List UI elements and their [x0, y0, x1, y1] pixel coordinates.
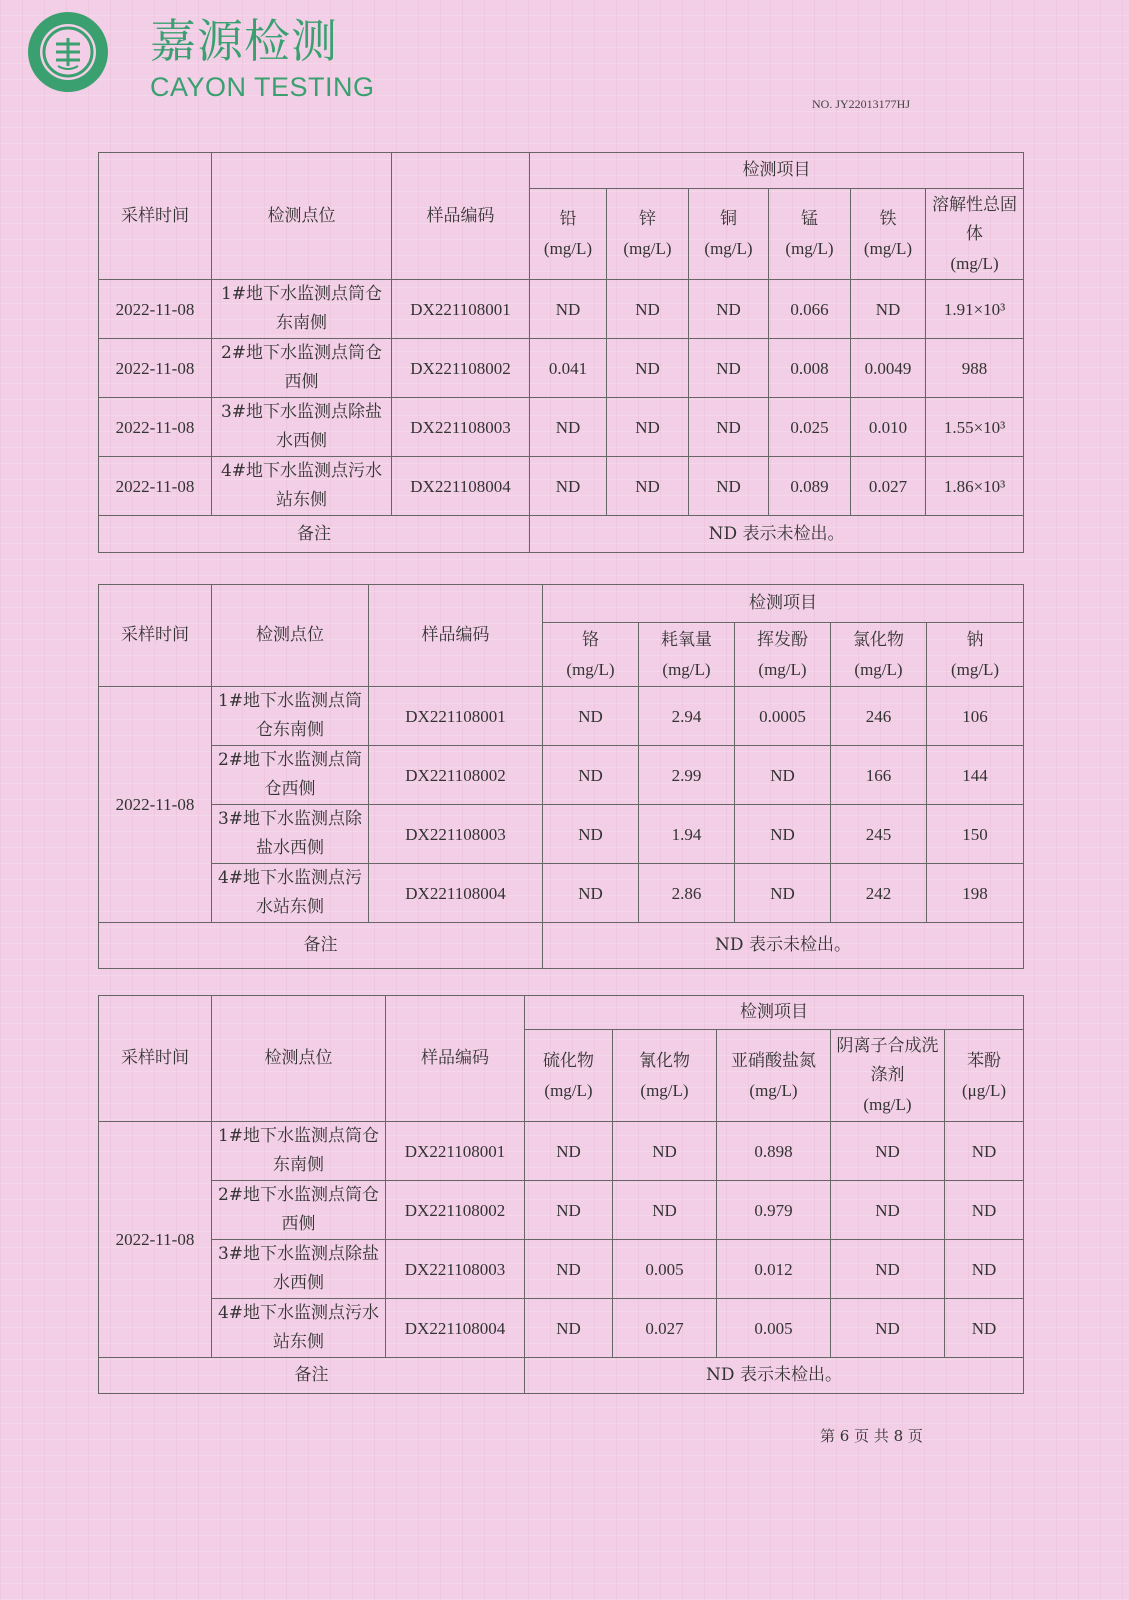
value-cell: 0.898: [717, 1122, 831, 1181]
remark-text: ND 表示未检出。: [530, 516, 1024, 553]
value-cell: ND: [831, 1299, 945, 1358]
param-unit: (μg/L): [961, 1080, 1007, 1100]
param-name: 铬: [582, 629, 599, 650]
value-cell: 0.0005: [735, 687, 831, 746]
table-row: [99, 280, 1024, 339]
param-unit: (mg/L): [662, 659, 711, 679]
value-cell: ND: [735, 746, 831, 805]
table-row: [99, 746, 1024, 805]
value-cell: ND: [945, 1299, 1024, 1358]
value-cell: ND: [613, 1181, 717, 1240]
sample-code-cell: DX221108001: [392, 280, 530, 339]
value-cell: ND: [543, 746, 639, 805]
param-header: [525, 1030, 613, 1122]
monitoring-point-cell: 3#地下水监测点除盐水西侧: [212, 1240, 386, 1299]
value-cell: ND: [689, 398, 769, 457]
sample-code-cell: DX221108004: [386, 1299, 525, 1358]
monitoring-point-cell: 3#地下水监测点除盐水西侧: [212, 805, 369, 864]
value-cell: ND: [543, 864, 639, 923]
value-cell: ND: [525, 1122, 613, 1181]
value-cell: ND: [831, 1122, 945, 1181]
param-unit: (mg/L): [950, 253, 999, 273]
table-row: [99, 398, 1024, 457]
param-name: 锌: [639, 209, 656, 229]
param-unit: (mg/L): [543, 239, 593, 258]
sample-code-cell: DX221108001: [386, 1122, 525, 1181]
param-name: 钠: [966, 629, 984, 650]
param-name: 阴离子合成洗涤剂: [836, 1036, 939, 1085]
value-cell: ND: [525, 1240, 613, 1299]
monitoring-point-cell: 2#地下水监测点筒仓西侧: [212, 339, 392, 398]
col-monitoring-point: 检测点位: [212, 153, 392, 280]
sample-code-cell: DX221108001: [369, 687, 543, 746]
value-cell: ND: [607, 280, 689, 339]
sample-code-cell: DX221108002: [392, 339, 530, 398]
param-header: [769, 189, 851, 280]
remark-label: 备注: [99, 1358, 525, 1394]
value-cell: 0.066: [769, 280, 851, 339]
table-row: [99, 1240, 1024, 1299]
value-cell: 0.041: [530, 339, 607, 398]
value-cell: ND: [613, 1122, 717, 1181]
value-cell: 2.94: [639, 687, 735, 746]
table-row: [99, 339, 1024, 398]
param-unit: (mg/L): [623, 239, 672, 258]
param-unit: (mg/L): [863, 1095, 912, 1114]
sampling-time-cell: 2022-11-08: [99, 280, 212, 339]
param-unit: (mg/L): [704, 239, 753, 258]
param-header: [927, 623, 1024, 687]
param-unit: (mg/L): [640, 1080, 689, 1100]
value-cell: 144: [927, 746, 1024, 805]
value-cell: ND: [607, 398, 689, 457]
remark-text: ND 表示未检出。: [543, 923, 1024, 969]
param-name: 挥发酚: [757, 629, 808, 650]
param-header: [689, 189, 769, 280]
value-cell: ND: [831, 1240, 945, 1299]
col-sampling-time: 采样时间: [99, 996, 212, 1122]
sample-code-cell: DX221108002: [369, 746, 543, 805]
sampling-time-cell: 2022-11-08: [99, 1122, 212, 1358]
value-cell: ND: [543, 687, 639, 746]
param-name: 铁: [879, 209, 897, 229]
value-cell: ND: [530, 457, 607, 516]
param-name: 氯化物: [853, 629, 904, 650]
value-cell: 0.979: [717, 1181, 831, 1240]
value-cell: 0.025: [769, 398, 851, 457]
param-unit: (mg/L): [566, 659, 615, 679]
sample-code-cell: DX221108004: [369, 864, 543, 923]
col-sampling-time: 采样时间: [99, 153, 212, 280]
sampling-time-cell: 2022-11-08: [99, 457, 212, 516]
report-header: [26, 10, 446, 106]
param-unit: (mg/L): [863, 239, 913, 258]
monitoring-point-cell: 4#地下水监测点污水站东侧: [212, 457, 392, 516]
remark-label: 备注: [99, 923, 543, 969]
value-cell: 0.012: [717, 1240, 831, 1299]
value-cell: ND: [735, 805, 831, 864]
value-cell: ND: [831, 1181, 945, 1240]
value-cell: ND: [607, 339, 689, 398]
col-test-items: 检测项目: [530, 153, 1024, 189]
col-sample-code: 样品编码: [369, 585, 543, 687]
cayon-logo-icon: [26, 10, 110, 94]
table-row: [99, 1299, 1024, 1358]
col-sample-code: 样品编码: [392, 153, 530, 280]
sample-code-cell: DX221108003: [392, 398, 530, 457]
value-cell: 1.91×10³: [926, 280, 1024, 339]
param-name: 亚硝酸盐氮: [731, 1050, 816, 1071]
param-name: 锰: [801, 209, 818, 229]
result-table-general: [98, 584, 1024, 969]
value-cell: 1.94: [639, 805, 735, 864]
value-cell: 0.005: [613, 1240, 717, 1299]
value-cell: 0.0049: [851, 339, 926, 398]
monitoring-point-cell: 2#地下水监测点筒仓西侧: [212, 1181, 386, 1240]
value-cell: 1.55×10³: [926, 398, 1024, 457]
param-header: [607, 189, 689, 280]
remark-row: [99, 516, 1024, 553]
monitoring-point-cell: 1#地下水监测点筒仓东南侧: [212, 1122, 386, 1181]
param-header: [926, 189, 1024, 280]
param-header: [945, 1030, 1024, 1122]
page-number: 第 6 页 共 8 页: [820, 1427, 923, 1445]
sampling-time-cell: 2022-11-08: [99, 398, 212, 457]
value-cell: ND: [607, 457, 689, 516]
sampling-time-cell: 2022-11-08: [99, 687, 212, 923]
param-name: 铜: [720, 209, 737, 229]
value-cell: 988: [926, 339, 1024, 398]
value-cell: 245: [831, 805, 927, 864]
param-unit: (mg/L): [854, 659, 903, 679]
param-unit: (mg/L): [544, 1080, 593, 1100]
value-cell: ND: [689, 339, 769, 398]
col-test-items: 检测项目: [543, 585, 1024, 623]
value-cell: 198: [927, 864, 1024, 923]
value-cell: 0.027: [613, 1299, 717, 1358]
result-table-metals: [98, 152, 1024, 553]
param-header: [530, 189, 607, 280]
param-unit: (mg/L): [950, 659, 1000, 679]
table-row: [99, 1181, 1024, 1240]
param-header: [613, 1030, 717, 1122]
value-cell: ND: [530, 398, 607, 457]
col-monitoring-point: 检测点位: [212, 585, 369, 687]
sampling-time-cell: 2022-11-08: [99, 339, 212, 398]
value-cell: 0.005: [717, 1299, 831, 1358]
value-cell: ND: [735, 864, 831, 923]
param-header: [831, 1030, 945, 1122]
table-row: [99, 1122, 1024, 1181]
value-cell: ND: [543, 805, 639, 864]
value-cell: 166: [831, 746, 927, 805]
value-cell: 246: [831, 687, 927, 746]
monitoring-point-cell: 2#地下水监测点筒仓西侧: [212, 746, 369, 805]
brand-name-cn: 嘉源检测: [150, 14, 338, 68]
remark-row: [99, 1358, 1024, 1394]
value-cell: ND: [945, 1181, 1024, 1240]
param-header: [543, 623, 639, 687]
col-sample-code: 样品编码: [386, 996, 525, 1122]
table-row: [99, 805, 1024, 864]
monitoring-point-cell: 3#地下水监测点除盐水西侧: [212, 398, 392, 457]
value-cell: 0.089: [769, 457, 851, 516]
param-header: [735, 623, 831, 687]
col-monitoring-point: 检测点位: [212, 996, 386, 1122]
sample-code-cell: DX221108004: [392, 457, 530, 516]
monitoring-point-cell: 4#地下水监测点污水站东侧: [212, 1299, 386, 1358]
param-name: 铅: [559, 209, 577, 229]
value-cell: ND: [689, 280, 769, 339]
value-cell: ND: [525, 1181, 613, 1240]
value-cell: 242: [831, 864, 927, 923]
value-cell: 1.86×10³: [926, 457, 1024, 516]
value-cell: 0.027: [851, 457, 926, 516]
monitoring-point-cell: 4#地下水监测点污水站东侧: [212, 864, 369, 923]
value-cell: ND: [851, 280, 926, 339]
param-name: 苯酚: [967, 1050, 1002, 1071]
brand-name-en: CAYON TESTING: [150, 72, 375, 102]
value-cell: ND: [530, 280, 607, 339]
param-unit: (mg/L): [758, 659, 807, 679]
col-sampling-time: 采样时间: [99, 585, 212, 687]
monitoring-point-cell: 1#地下水监测点筒仓东南侧: [212, 687, 369, 746]
sample-code-cell: DX221108002: [386, 1181, 525, 1240]
result-table-organics: [98, 995, 1024, 1394]
value-cell: 2.86: [639, 864, 735, 923]
param-header: [717, 1030, 831, 1122]
value-cell: 0.008: [769, 339, 851, 398]
param-header: [831, 623, 927, 687]
value-cell: ND: [525, 1299, 613, 1358]
value-cell: 106: [927, 687, 1024, 746]
param-unit: (mg/L): [785, 239, 834, 258]
value-cell: ND: [945, 1240, 1024, 1299]
sample-code-cell: DX221108003: [386, 1240, 525, 1299]
sample-code-cell: DX221108003: [369, 805, 543, 864]
param-name: 氰化物: [639, 1050, 690, 1071]
value-cell: 2.99: [639, 746, 735, 805]
remark-label: 备注: [99, 516, 530, 553]
col-test-items: 检测项目: [525, 996, 1024, 1030]
table-row: [99, 457, 1024, 516]
value-cell: 150: [927, 805, 1024, 864]
monitoring-point-cell: 1#地下水监测点筒仓东南侧: [212, 280, 392, 339]
param-header: [851, 189, 926, 280]
param-unit: (mg/L): [749, 1080, 798, 1100]
remark-text: ND 表示未检出。: [525, 1358, 1024, 1394]
report-number: NO. JY22013177HJ: [812, 97, 911, 111]
table-row: [99, 864, 1024, 923]
value-cell: ND: [945, 1122, 1024, 1181]
table-row: [99, 687, 1024, 746]
param-name: 耗氧量: [661, 629, 712, 650]
param-header: [639, 623, 735, 687]
param-name: 硫化物: [543, 1050, 594, 1071]
value-cell: ND: [689, 457, 769, 516]
value-cell: 0.010: [851, 398, 926, 457]
remark-row: [99, 923, 1024, 969]
param-name: 溶解性总固体: [932, 194, 1018, 244]
